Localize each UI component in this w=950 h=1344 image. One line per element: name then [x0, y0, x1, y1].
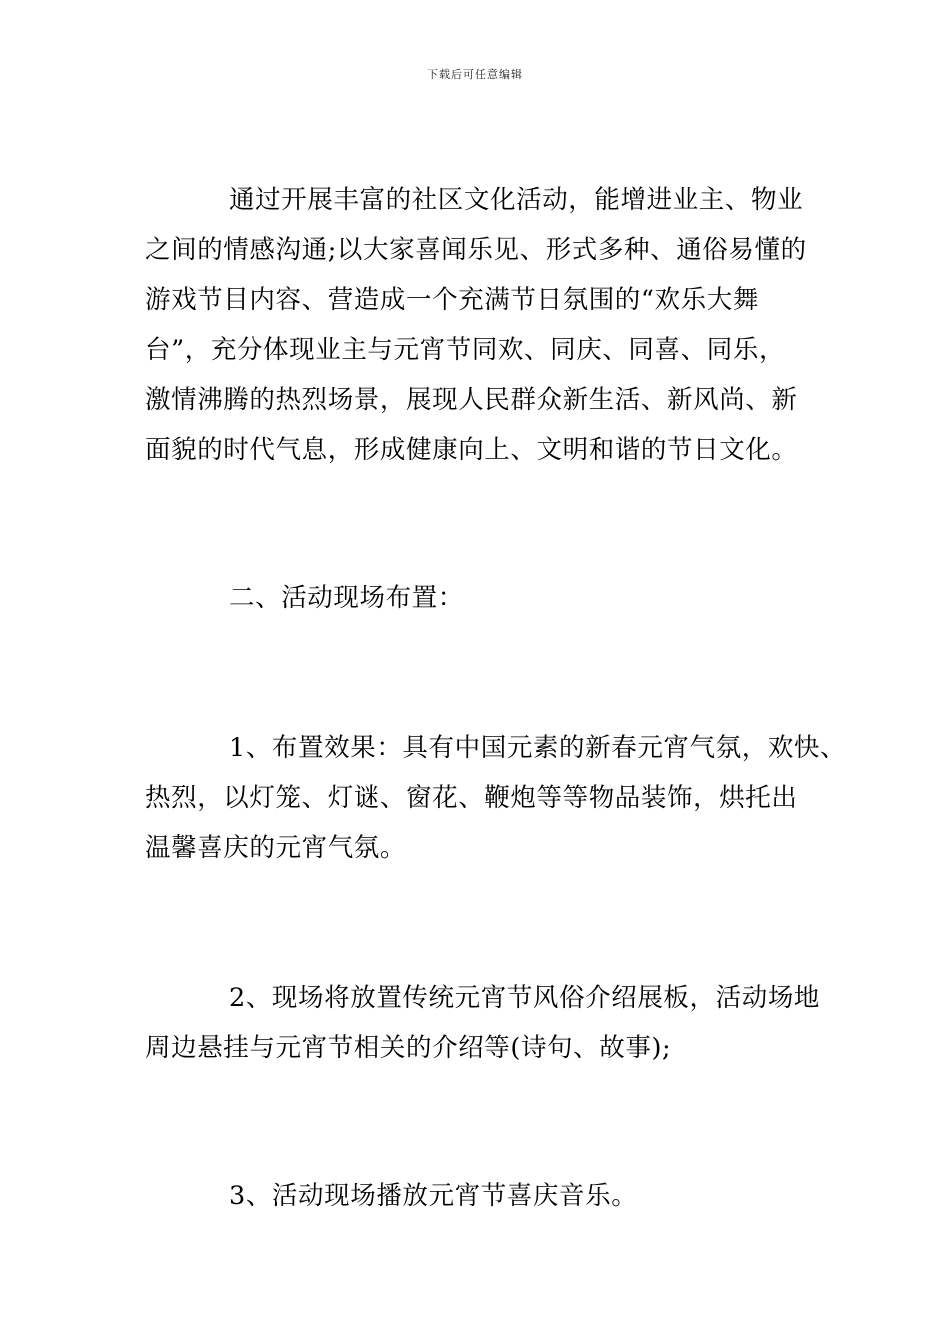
- paragraph-line: 周边悬挂与元宵节相关的介绍等(诗句、故事);: [145, 1033, 672, 1063]
- paragraph-line: 游戏节目内容、营造成一个充满节日氛围的“欢乐大舞: [145, 285, 759, 315]
- paragraph-line: 激情沸腾的热烈场景，展现人民群众新生活、新风尚、新: [145, 385, 798, 415]
- paragraph-line: 热烈，以灯笼、灯谜、窗花、鞭炮等等物品装饰，烘托出: [145, 783, 798, 813]
- paragraph-line: 2、现场将放置传统元宵节风俗介绍展板，活动场地: [229, 983, 821, 1013]
- paragraph-line: 面貌的时代气息，形成健康向上、文明和谐的节日文化。: [145, 435, 798, 465]
- paragraph-line: 温馨喜庆的元宵气氛。: [145, 833, 407, 863]
- paragraph-line: 3、活动现场播放元宵节喜庆音乐。: [229, 1181, 638, 1211]
- paragraph-line: 通过开展丰富的社区文化活动，能增进业主、物业: [229, 185, 804, 215]
- paragraph-line: 之间的情感沟通;以大家喜闻乐见、形式多种、通俗易懂的: [145, 235, 807, 265]
- page-header: 下载后可任意编辑: [427, 68, 523, 81]
- section-heading: 二、活动现场布置：: [229, 583, 464, 613]
- paragraph-line: 1、布置效果：具有中国元素的新春元宵气氛，欢快、: [229, 733, 847, 763]
- paragraph-line: 台”，充分体现业主与元宵节同欢、同庆、同喜、同乐，: [145, 335, 786, 365]
